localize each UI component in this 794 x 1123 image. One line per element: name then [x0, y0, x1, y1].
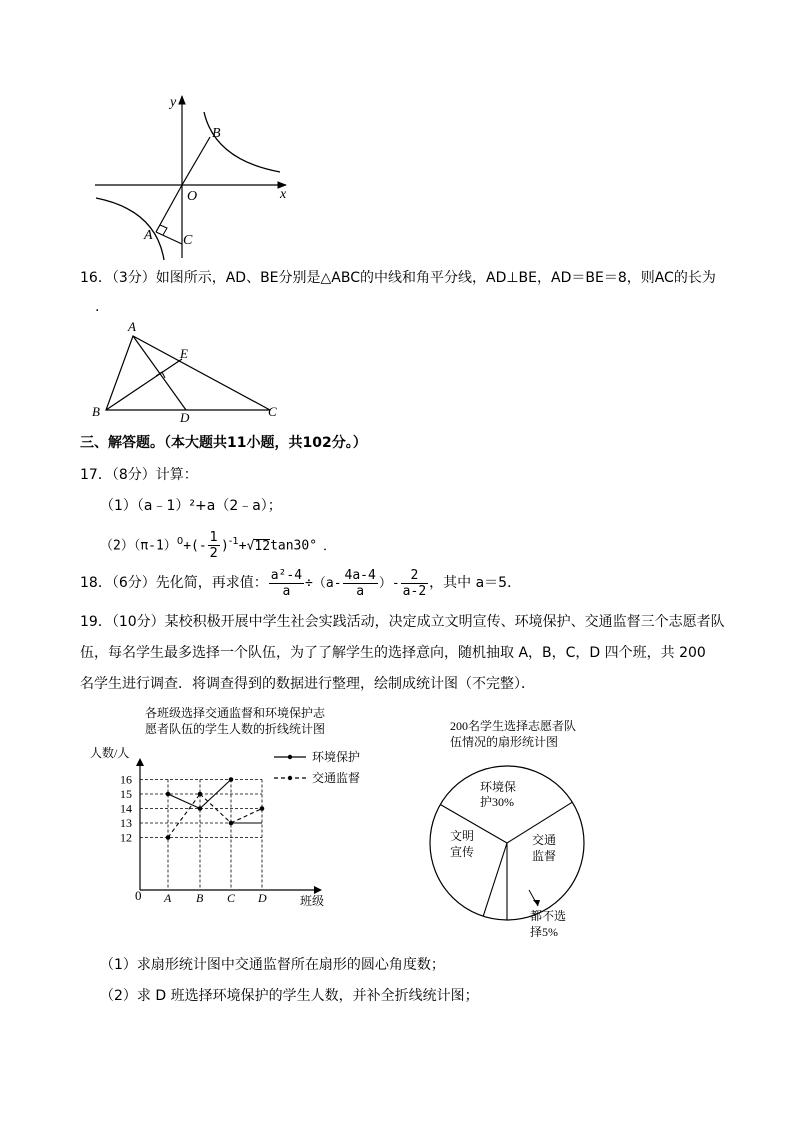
pie-chart-title-1: 200名学生选择志愿者队: [450, 719, 577, 733]
segment-ob: [182, 137, 210, 185]
series-1-point-3: [260, 806, 265, 811]
median-ad: [133, 336, 186, 410]
series-1-point-1: [198, 792, 203, 797]
q18-f1-num: a²-4: [270, 567, 303, 583]
slice-label-environment-2: 护30%: [480, 795, 514, 809]
x-tick-B: B: [196, 891, 204, 905]
label-c: C: [268, 404, 277, 419]
series-0-point-2: [229, 777, 234, 782]
part2-fraction: [208, 530, 220, 561]
y-axis-arrow: [136, 758, 144, 766]
part2-close: ): [220, 538, 229, 554]
pie-chart-title-2: 伍情况的扇形统计图: [450, 735, 559, 749]
part2-exp1: -1: [228, 536, 239, 547]
q18-f1-den: a: [282, 583, 291, 599]
y-tick-16: 16: [120, 772, 132, 787]
label-a: A: [128, 319, 136, 334]
section-heading: 三、解答题。（本大题共11小题，共102分。）: [80, 435, 367, 451]
part2-exp0: 0: [176, 536, 184, 547]
legend-label-traffic: 交通监督: [312, 771, 361, 785]
slice-label-none-2: 择5%: [530, 925, 558, 939]
q18-suffix: ，其中 a＝5．: [429, 575, 522, 591]
label-a: A: [144, 228, 153, 243]
legend-dot-traffic: [288, 776, 292, 780]
slice-label-none-1: 都不选: [530, 909, 567, 923]
part2-radicand: 12: [254, 538, 271, 554]
hyperbola-branch-q3: [96, 198, 164, 260]
label-d: D: [180, 410, 190, 422]
label-e: E: [180, 346, 188, 361]
part2-num: 1: [209, 530, 218, 546]
series-1-segment-0: [168, 794, 200, 838]
question-16-text: 16．（3分）如图所示，AD、BE分别是△ABC的中线和角平分线，AD⊥BE，AD＝BE＝8，则AC的长为: [80, 270, 716, 286]
series-0-point-0: [166, 792, 171, 797]
y-tick-15: 15: [120, 787, 132, 801]
q18-prefix: 18．（6分）先化简，再求值：: [80, 575, 268, 591]
pie-chart: [420, 708, 620, 948]
question-19-subq1: （1）求扇形统计图中交通监督所在扇形的圆心角度数；: [100, 957, 445, 973]
question-17-part1: （1）（a﹣1）²+a（2﹣a）；: [100, 498, 282, 514]
x-tick-C: C: [227, 891, 236, 905]
label-b: B: [92, 404, 100, 419]
slice-label-civility-2: 宣传: [450, 845, 475, 859]
question-18: [80, 563, 521, 603]
bisector-be: [106, 359, 182, 410]
series-1-point-0: [166, 835, 171, 840]
figure-triangle-abc: [90, 318, 290, 422]
q18-f3-num: 2: [401, 568, 428, 584]
x-axis-arrow: [314, 886, 322, 894]
part2-plus: +: [238, 538, 247, 554]
segment-ac: [156, 185, 182, 232]
question-16-tail: .: [95, 299, 100, 315]
segment-ac-perp: [156, 232, 182, 244]
question-19-line1: 19．（10分）某校积极开展中学生社会实践活动，决定成立文明宣传、环境保护、交通监督三个志愿者队: [80, 614, 725, 630]
x-tick-A: A: [164, 891, 172, 905]
q18-f3-den: a-2: [402, 583, 427, 599]
label-b: B: [212, 126, 221, 141]
slice-label-civility-1: 文明: [450, 829, 475, 843]
label-y: y: [170, 95, 177, 110]
line-chart-title-1: 各班级选择交通监督和环境保护志: [145, 706, 326, 720]
question-17-part2: [100, 524, 336, 560]
legend-dot-environment: [288, 755, 292, 759]
line-chart-origin: 0: [135, 888, 142, 903]
part2-tan: tan30°: [270, 538, 318, 554]
question-17-stem: 17．（8分）计算：: [80, 467, 198, 483]
line-chart-xlabel: 班级: [300, 894, 325, 908]
series-1-segment-2: [231, 809, 262, 824]
pie-slice-boundary-3: [483, 843, 507, 916]
right-angle-mark: [160, 225, 167, 235]
slice-leader-arrow: [533, 900, 540, 906]
question-19-subq2: （2）求 D 班选择环境保护的学生人数，并补全折线统计图；: [100, 988, 479, 1004]
line-chart: [90, 700, 390, 915]
y-tick-12: 12: [120, 830, 132, 845]
slice-label-traffic-2: 监督: [532, 849, 557, 863]
legend-label-environment: 环境保护: [312, 750, 361, 764]
label-c: C: [183, 233, 193, 248]
part2-prefix: （2）（π-1）: [100, 538, 177, 554]
x-tick-D: D: [258, 891, 267, 905]
q18-f2-num: 4a-4: [344, 567, 376, 583]
hyperbola-branch-q1: [204, 112, 280, 172]
q18-f2-den: a: [356, 583, 365, 599]
sqrt-sign: √: [246, 538, 255, 554]
part2-mid: +(-: [183, 538, 207, 554]
slice-label-environment-1: 环境保: [480, 780, 517, 794]
part2-end: ．: [323, 538, 337, 554]
question-19-line2: 伍，每名学生最多选择一个队伍，为了了解学生的选择意向，随机抽取 A，B，C，D 四个班，共 200: [80, 645, 706, 661]
part2-den: 2: [209, 546, 218, 562]
q18-close: ）-: [378, 576, 400, 591]
q18-fraction-1: [269, 568, 304, 599]
q18-fraction-3: [401, 568, 428, 599]
y-tick-14: 14: [120, 801, 132, 816]
figure-coordinate-hyperbola: [90, 92, 300, 262]
slice-label-traffic-1: 交通: [532, 833, 557, 847]
question-19-line3: 名学生进行调查．将调查得到的数据进行整理，绘制成统计图（不完整）．: [80, 676, 535, 692]
label-o: O: [187, 189, 198, 204]
q18-fraction-2: [343, 568, 378, 599]
y-tick-13: 13: [120, 816, 132, 830]
line-chart-title-2: 愿者队伍的学生人数的折线统计图: [145, 722, 326, 736]
triangle-abc: [106, 336, 270, 410]
line-chart-ylabel: 人数/人: [90, 746, 130, 760]
label-x: x: [280, 187, 287, 202]
q18-div: ÷（a-: [305, 576, 342, 591]
series-0-point-1: [198, 806, 203, 811]
